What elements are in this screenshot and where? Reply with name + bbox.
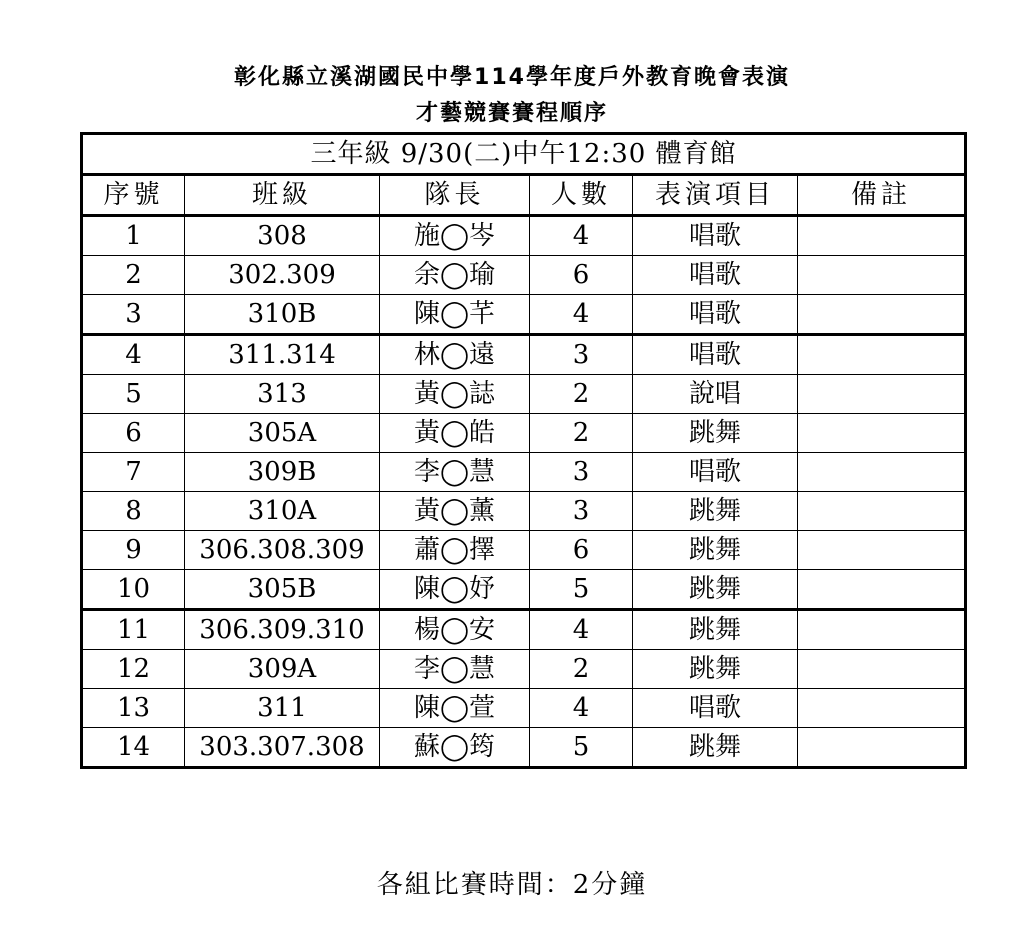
row-leader: 黃◯誌 (380, 375, 530, 414)
row-class: 310B (185, 295, 380, 335)
table-row (82, 650, 966, 689)
row-note (798, 295, 966, 335)
row-note (798, 492, 966, 531)
row-class: 309A (185, 650, 380, 689)
row-number: 4 (82, 335, 185, 375)
header-class: 班級 (185, 175, 380, 216)
row-item: 唱歌 (633, 216, 798, 256)
row-item: 跳舞 (633, 650, 798, 689)
row-count: 2 (530, 650, 633, 689)
row-number: 2 (82, 256, 185, 295)
row-note (798, 256, 966, 295)
row-class: 306.308.309 (185, 531, 380, 570)
table-row (82, 216, 966, 256)
row-class: 311 (185, 689, 380, 728)
row-leader: 楊◯安 (380, 610, 530, 650)
header-count: 人數 (530, 175, 633, 216)
row-number: 11 (82, 610, 185, 650)
row-count: 3 (530, 453, 633, 492)
row-note (798, 610, 966, 650)
row-leader: 陳◯萱 (380, 689, 530, 728)
row-number: 8 (82, 492, 185, 531)
row-item: 跳舞 (633, 531, 798, 570)
row-count: 6 (530, 531, 633, 570)
table-row (82, 375, 966, 414)
table-row (82, 610, 966, 650)
row-item: 唱歌 (633, 453, 798, 492)
table-row (82, 728, 966, 768)
row-number: 12 (82, 650, 185, 689)
row-note (798, 650, 966, 689)
row-class: 309B (185, 453, 380, 492)
schedule-caption-row (82, 134, 966, 175)
row-number: 5 (82, 375, 185, 414)
row-leader: 蘇◯筠 (380, 728, 530, 768)
row-number: 14 (82, 728, 185, 768)
row-leader: 陳◯妤 (380, 570, 530, 610)
row-note (798, 453, 966, 492)
row-note (798, 689, 966, 728)
row-item: 說唱 (633, 375, 798, 414)
row-item: 跳舞 (633, 610, 798, 650)
row-leader: 林◯遠 (380, 335, 530, 375)
row-item: 跳舞 (633, 414, 798, 453)
row-note (798, 531, 966, 570)
row-count: 5 (530, 728, 633, 768)
table-row (82, 414, 966, 453)
row-note (798, 335, 966, 375)
row-number: 6 (82, 414, 185, 453)
table-row (82, 492, 966, 531)
row-class: 305A (185, 414, 380, 453)
table-row (82, 531, 966, 570)
table-row (82, 689, 966, 728)
header-item: 表演項目 (633, 175, 798, 216)
row-note (798, 414, 966, 453)
row-note (798, 728, 966, 768)
row-class: 305B (185, 570, 380, 610)
document-title: 彰化縣立溪湖國民中學114學年度戶外教育晚會表演 (234, 65, 790, 90)
schedule-table (80, 132, 967, 769)
row-item: 跳舞 (633, 570, 798, 610)
row-class: 313 (185, 375, 380, 414)
row-class: 302.309 (185, 256, 380, 295)
table-row (82, 453, 966, 492)
row-item: 跳舞 (633, 728, 798, 768)
row-count: 2 (530, 414, 633, 453)
row-count: 5 (530, 570, 633, 610)
row-class: 310A (185, 492, 380, 531)
row-note (798, 216, 966, 256)
row-leader: 黃◯薰 (380, 492, 530, 531)
row-count: 4 (530, 295, 633, 335)
row-leader: 陳◯芊 (380, 295, 530, 335)
row-item: 跳舞 (633, 492, 798, 531)
row-class: 306.309.310 (185, 610, 380, 650)
row-item: 唱歌 (633, 256, 798, 295)
row-number: 1 (82, 216, 185, 256)
row-count: 4 (530, 216, 633, 256)
row-class: 303.307.308 (185, 728, 380, 768)
row-note (798, 570, 966, 610)
row-leader: 施◯岑 (380, 216, 530, 256)
header-number: 序號 (82, 175, 185, 216)
row-count: 4 (530, 689, 633, 728)
table-row (82, 570, 966, 610)
header-leader: 隊長 (380, 175, 530, 216)
schedule-caption: 三年級 9/30(二)中午12:30 體育館 (82, 134, 966, 175)
row-number: 7 (82, 453, 185, 492)
row-class: 308 (185, 216, 380, 256)
row-item: 唱歌 (633, 689, 798, 728)
row-count: 6 (530, 256, 633, 295)
row-item: 唱歌 (633, 335, 798, 375)
row-leader: 李◯慧 (380, 650, 530, 689)
row-number: 10 (82, 570, 185, 610)
row-note (798, 375, 966, 414)
row-leader: 黃◯皓 (380, 414, 530, 453)
row-leader: 李◯慧 (380, 453, 530, 492)
row-count: 3 (530, 335, 633, 375)
row-number: 9 (82, 531, 185, 570)
row-count: 2 (530, 375, 633, 414)
table-row (82, 256, 966, 295)
row-number: 13 (82, 689, 185, 728)
row-count: 3 (530, 492, 633, 531)
row-class: 311.314 (185, 335, 380, 375)
row-leader: 蕭◯擇 (380, 531, 530, 570)
row-number: 3 (82, 295, 185, 335)
row-count: 4 (530, 610, 633, 650)
row-item: 唱歌 (633, 295, 798, 335)
header-note: 備註 (798, 175, 966, 216)
row-leader: 余◯瑜 (380, 256, 530, 295)
document-subtitle: 才藝競賽賽程順序 (415, 101, 608, 126)
table-row (82, 295, 966, 335)
table-row (82, 335, 966, 375)
footer-note: 各組比賽時間：2分鐘 (376, 870, 648, 900)
header-row (82, 175, 966, 216)
